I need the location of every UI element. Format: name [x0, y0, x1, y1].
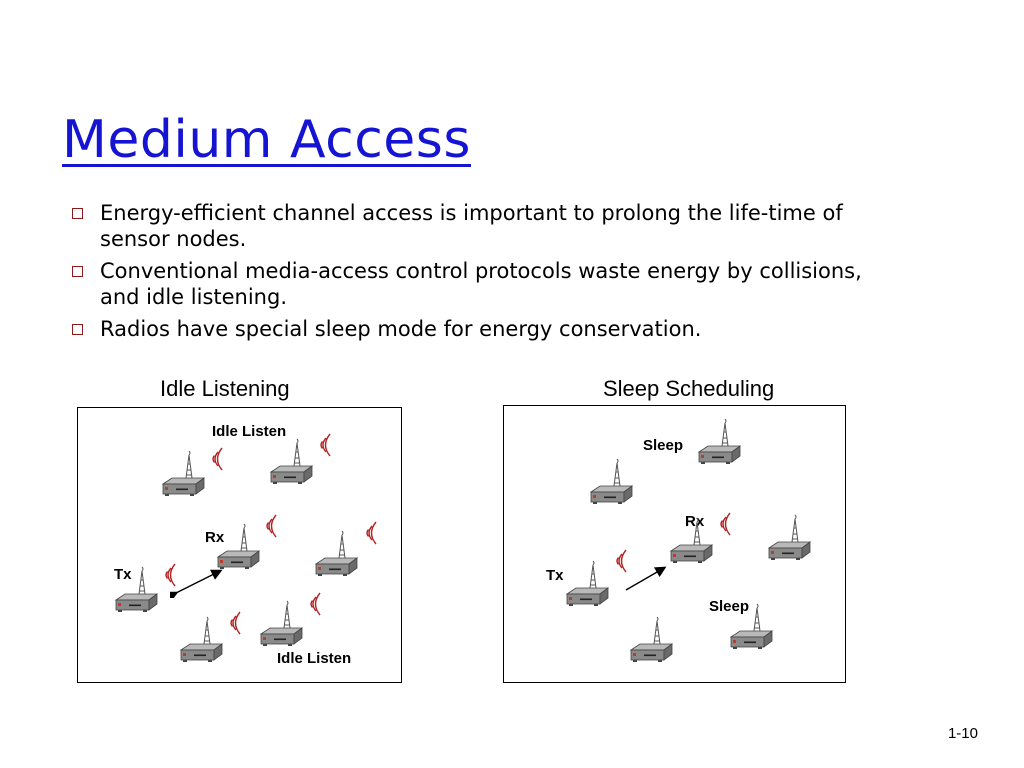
radio-waves-icon: [316, 432, 332, 458]
radio-waves-icon: [262, 513, 278, 539]
bullet-text: Energy-efficient channel access is important to prolong the life-time of sensor nodes.: [100, 201, 843, 251]
sensor-node-icon: [258, 600, 304, 655]
bullet-item: [62, 258, 892, 310]
idle-listen-label-top: Idle Listen: [212, 423, 287, 440]
idle-listen-label-bottom: Idle Listen: [277, 650, 352, 667]
bullet-item: [62, 200, 892, 252]
bullet-list: [62, 200, 892, 348]
tx-rx-arrow-icon: [622, 564, 670, 594]
bullet-box-icon: [72, 208, 83, 219]
bullet-text: Conventional media-access control protocols waste energy by collisions, and idle listening.: [100, 259, 862, 309]
sensor-node-icon: [313, 530, 359, 585]
sensor-node-icon: [696, 418, 742, 473]
radio-waves-icon: [226, 610, 242, 636]
sensor-node-icon: [588, 458, 634, 513]
tx-label: Tx: [546, 567, 564, 584]
sensor-node-icon-tx: [564, 560, 610, 615]
sensor-node-icon: [268, 438, 314, 493]
sensor-node-icon: [178, 616, 224, 671]
tx-rx-double-arrow-icon: [170, 566, 226, 598]
sensor-node-icon: [728, 603, 774, 658]
sensor-node-icon: [160, 450, 206, 505]
sensor-node-icon-rx: [668, 517, 714, 572]
rx-label: Rx: [205, 529, 225, 546]
sleep-scheduling-title: Sleep Scheduling: [603, 376, 775, 401]
radio-waves-icon: [208, 446, 224, 472]
bullet-box-icon: [72, 324, 83, 335]
rx-label: Rx: [685, 513, 705, 530]
sensor-node-icon: [766, 514, 812, 569]
sensor-node-icon: [628, 616, 674, 671]
sleep-label-top: Sleep: [643, 437, 684, 454]
radio-waves-icon: [362, 520, 378, 546]
bullet-text: Radios have special sleep mode for energy conservation.: [100, 317, 702, 341]
slide-title: Medium Access: [62, 110, 471, 170]
sensor-node-icon-tx: [113, 566, 159, 621]
tx-label: Tx: [114, 566, 132, 583]
radio-waves-icon: [716, 511, 732, 537]
bullet-item: [62, 316, 892, 342]
radio-waves-icon: [306, 591, 322, 617]
page-number: 1-10: [947, 725, 978, 742]
sleep-label-bottom: Sleep: [709, 598, 750, 615]
bullet-box-icon: [72, 266, 83, 277]
idle-listening-title: Idle Listening: [160, 376, 290, 401]
